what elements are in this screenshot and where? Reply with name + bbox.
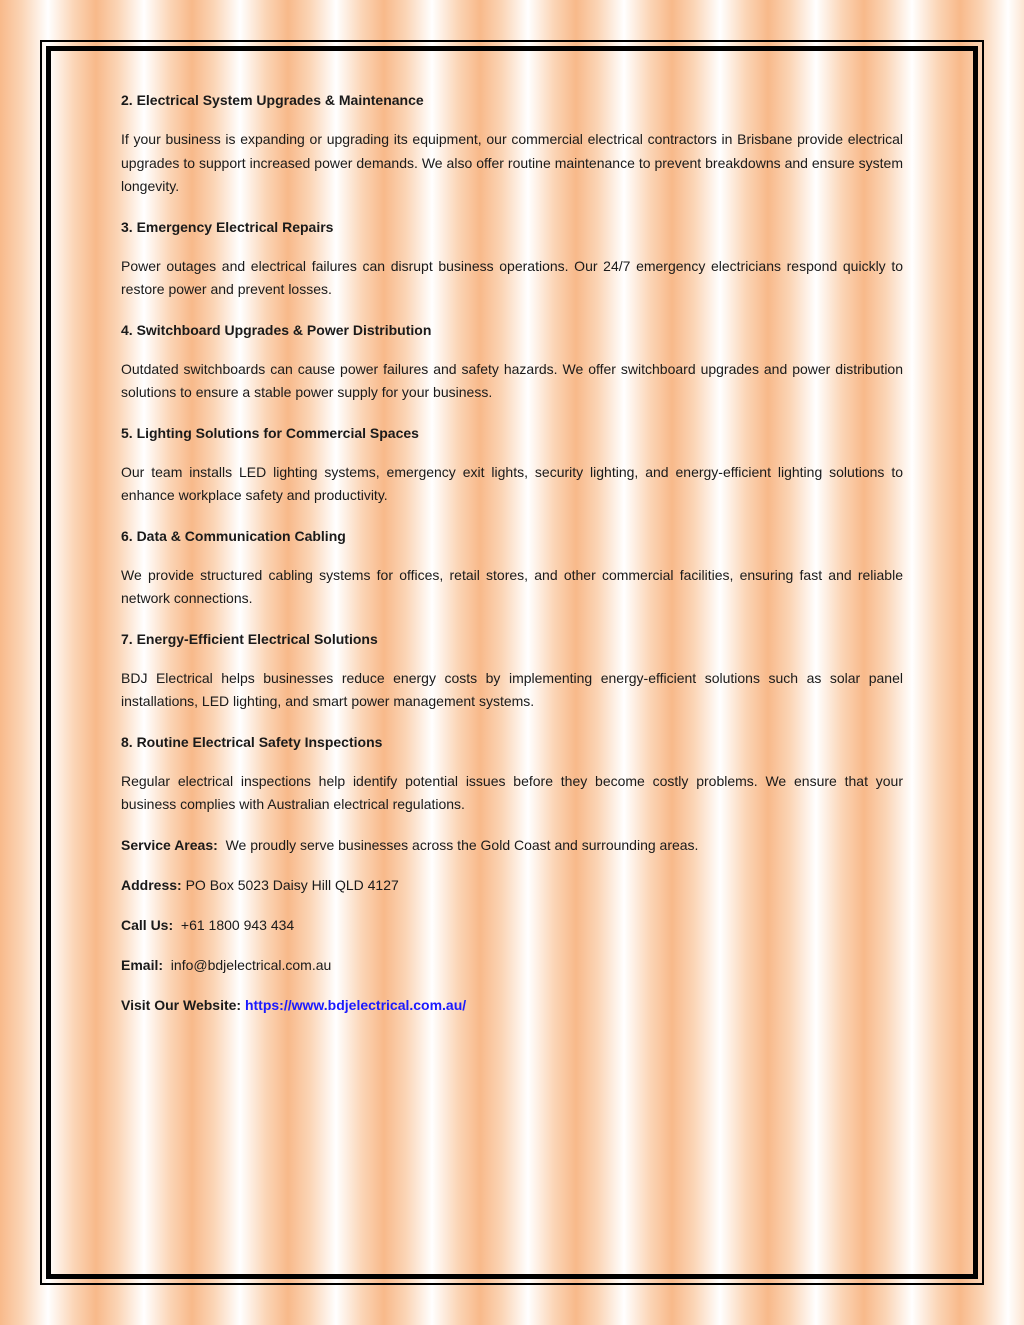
service-areas-value: We proudly serve businesses across the Gold Coast and surrounding areas. (225, 836, 699, 853)
section-body-upgrades: If your business is expanding or upgrading its equipment, our commercial electrical contractors in Brisbane provide electrical upgrades to support increased power demands. We also offer routine maintenance to prevent breakdowns and ensure system longevity. (121, 131, 903, 194)
section-heading-switchboard: 4. Switchboard Upgrades & Power Distribution (121, 321, 432, 338)
section-body-inspections: Regular electrical inspections help identify potential issues before they become costly problems. We ensure that your business complies with Australian electrical regulations. (121, 772, 903, 812)
phone-value: +61 1800 943 434 (180, 916, 295, 933)
service-areas-line (121, 833, 903, 857)
section-body-emergency: Power outages and electrical failures can disrupt business operations. Our 24/7 emergency electricians respond quickly to restore power and prevent losses. (121, 257, 903, 297)
address-label: Address: (121, 876, 182, 893)
section-heading-inspections: 8. Routine Electrical Safety Inspections (121, 733, 383, 750)
website-link[interactable]: https://www.bdjelectrical.com.au/ (244, 996, 467, 1013)
email-line (121, 953, 903, 977)
section-heading-lighting: 5. Lighting Solutions for Commercial Spaces (121, 424, 419, 441)
address-value: PO Box 5023 Daisy Hill QLD 4127 (185, 876, 399, 893)
website-line (121, 993, 903, 1017)
section-body-switchboard: Outdated switchboards can cause power failures and safety hazards. We offer switchboard upgrades and power distribution solutions to ensure a stable power supply for your business. (121, 360, 903, 400)
email-label: Email: (121, 956, 164, 973)
address-line (121, 873, 903, 897)
document-content (121, 88, 903, 1033)
section-body-lighting: Our team installs LED lighting systems, emergency exit lights, security lighting, and energy-efficient lighting solutions to enhance workplace safety and productivity. (121, 463, 903, 503)
email-value: info@bdjelectrical.com.au (170, 956, 332, 973)
phone-line (121, 913, 903, 937)
service-areas-label: Service Areas: (121, 836, 218, 853)
section-heading-emergency: 3. Emergency Electrical Repairs (121, 218, 334, 235)
website-label: Visit Our Website: (121, 996, 242, 1013)
section-body-cabling: We provide structured cabling systems for offices, retail stores, and other commercial facilities, ensuring fast and reliable network connections. (121, 566, 903, 606)
section-body-energy: BDJ Electrical helps businesses reduce energy costs by implementing energy-efficient solutions such as solar panel installations, LED lighting, and smart power management systems. (121, 669, 903, 709)
section-heading-energy: 7. Energy-Efficient Electrical Solutions (121, 630, 378, 647)
section-heading-cabling: 6. Data & Communication Cabling (121, 527, 346, 544)
phone-label: Call Us: (121, 916, 174, 933)
section-heading-upgrades: 2. Electrical System Upgrades & Maintenance (121, 92, 424, 108)
